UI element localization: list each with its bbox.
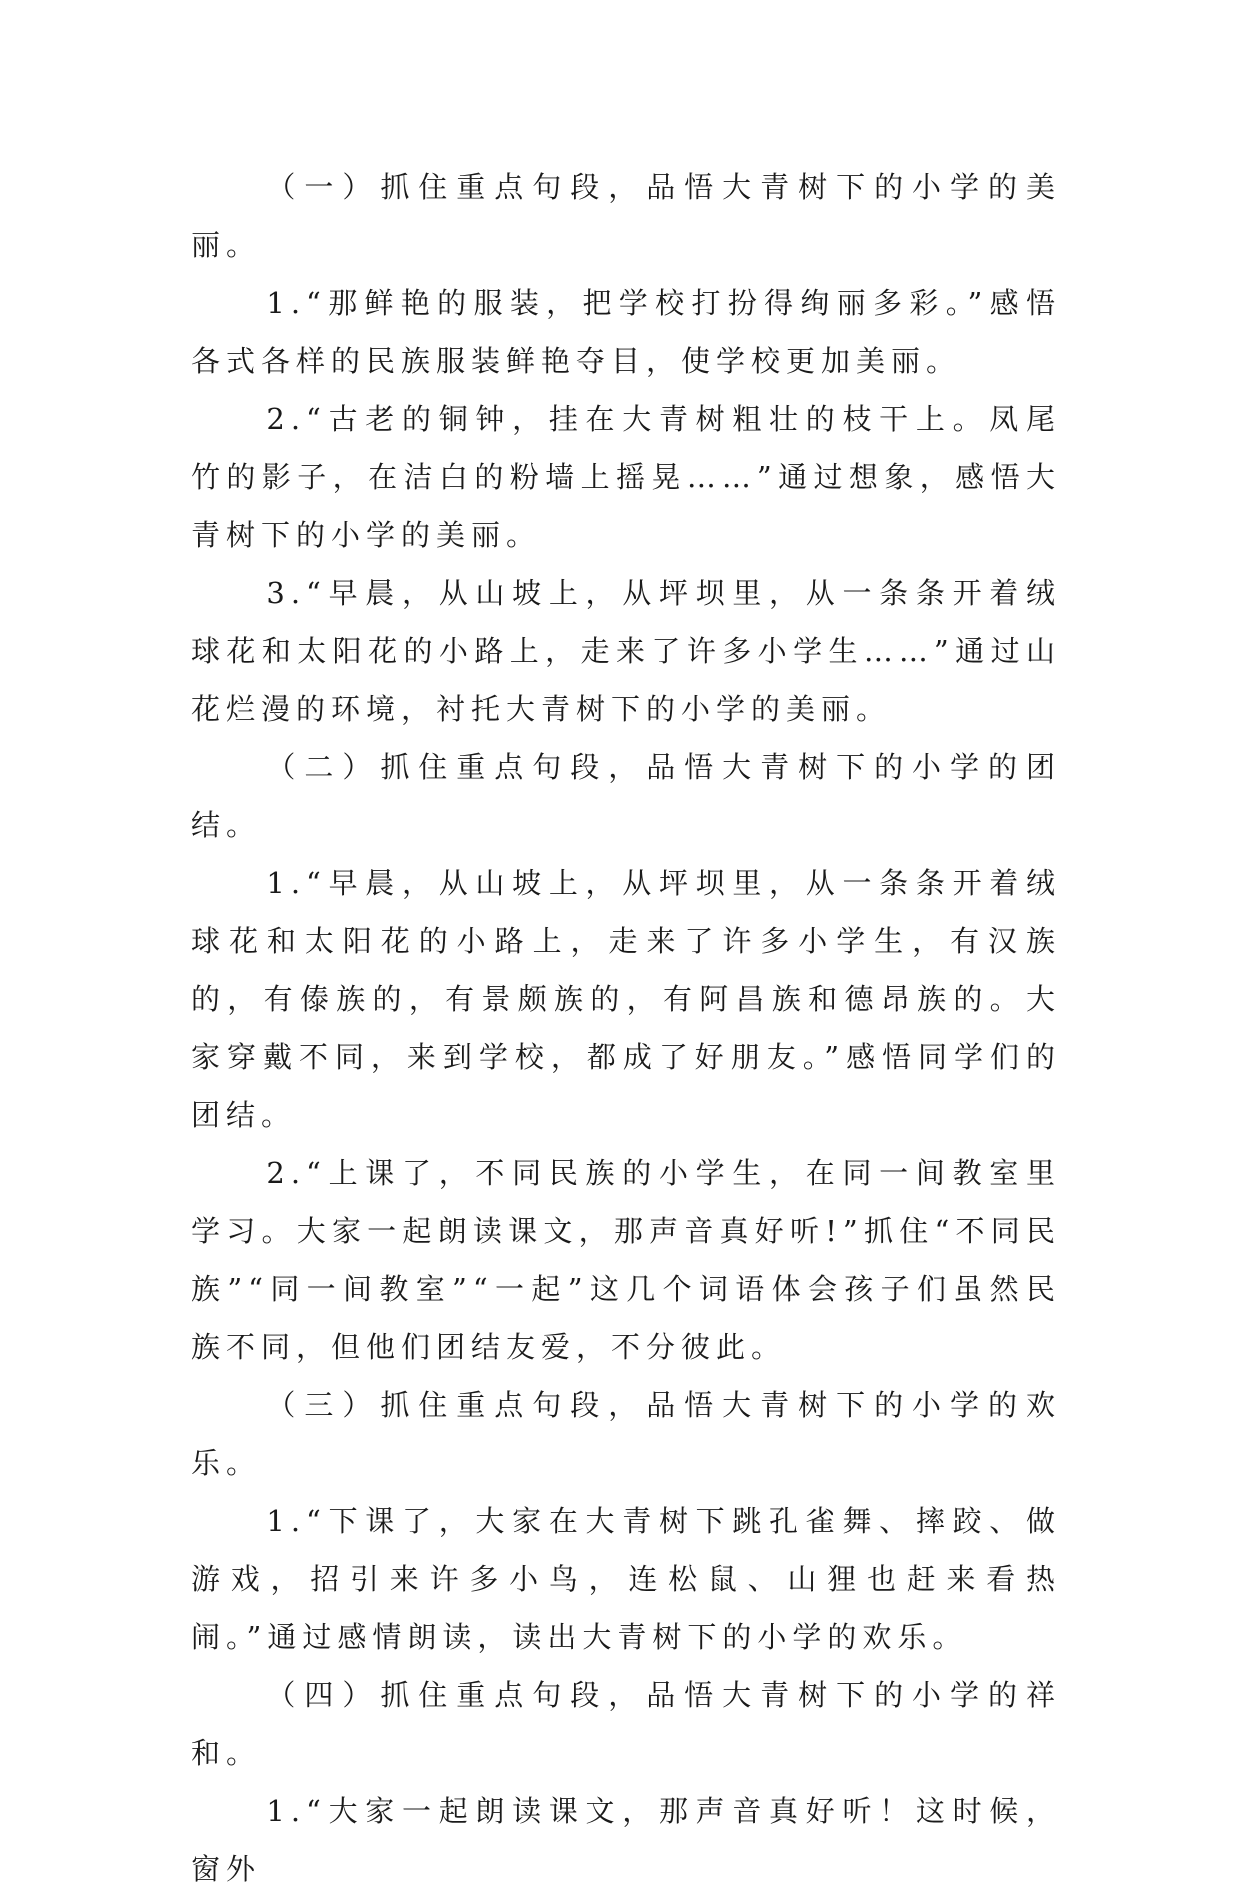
paragraph: 2.“古老的铜钟，挂在大青树粗壮的枝干上。凤尾竹的影子，在洁白的粉墙上摇晃……”通过想象，感悟大青树下的小学的美丽。 [191, 402, 1061, 552]
section-heading-1: （一）抓住重点句段，品悟大青树下的小学的美丽。 [191, 170, 1061, 262]
paragraph: 1.“早晨，从山坡上，从坪坝里，从一条条开着绒球花和太阳花的小路上，走来了许多小学生，有汉族的，有傣族的，有景颇族的，有阿昌族和德昂族的。大家穿戴不同，来到学校，都成了好朋友。”感悟同学们的团结。 [191, 866, 1061, 1132]
paragraph: 2.“上课了，不同民族的小学生，在同一间教室里学习。大家一起朗读课文，那声音真好听!”抓住“不同民族”“同一间教室”“一起”这几个词语体会孩子们虽然民族不同，但他们团结友爱，不分彼此。 [191, 1156, 1061, 1364]
paragraph: 3.“早晨，从山坡上，从坪坝里，从一条条开着绒球花和太阳花的小路上，走来了许多小学生……”通过山花烂漫的环境，衬托大青树下的小学的美丽。 [191, 576, 1061, 726]
paragraph: 1.“大家一起朗读课文，那声音真好听！这时候，窗外 [191, 1794, 1061, 1886]
section-heading-2: （二）抓住重点句段，品悟大青树下的小学的团结。 [191, 750, 1061, 842]
document-body [191, 158, 1061, 1898]
section-heading-4: （四）抓住重点句段，品悟大青树下的小学的祥和。 [191, 1678, 1061, 1770]
paragraph: 1.“那鲜艳的服装，把学校打扮得绚丽多彩。”感悟各式各样的民族服装鲜艳夺目，使学校更加美丽。 [191, 286, 1061, 378]
paragraph: 1.“下课了，大家在大青树下跳孔雀舞、摔跤、做游戏，招引来许多小鸟，连松鼠、山狸也赶来看热闹。”通过感情朗读，读出大青树下的小学的欢乐。 [191, 1504, 1061, 1654]
section-heading-3: （三）抓住重点句段，品悟大青树下的小学的欢乐。 [191, 1388, 1061, 1480]
